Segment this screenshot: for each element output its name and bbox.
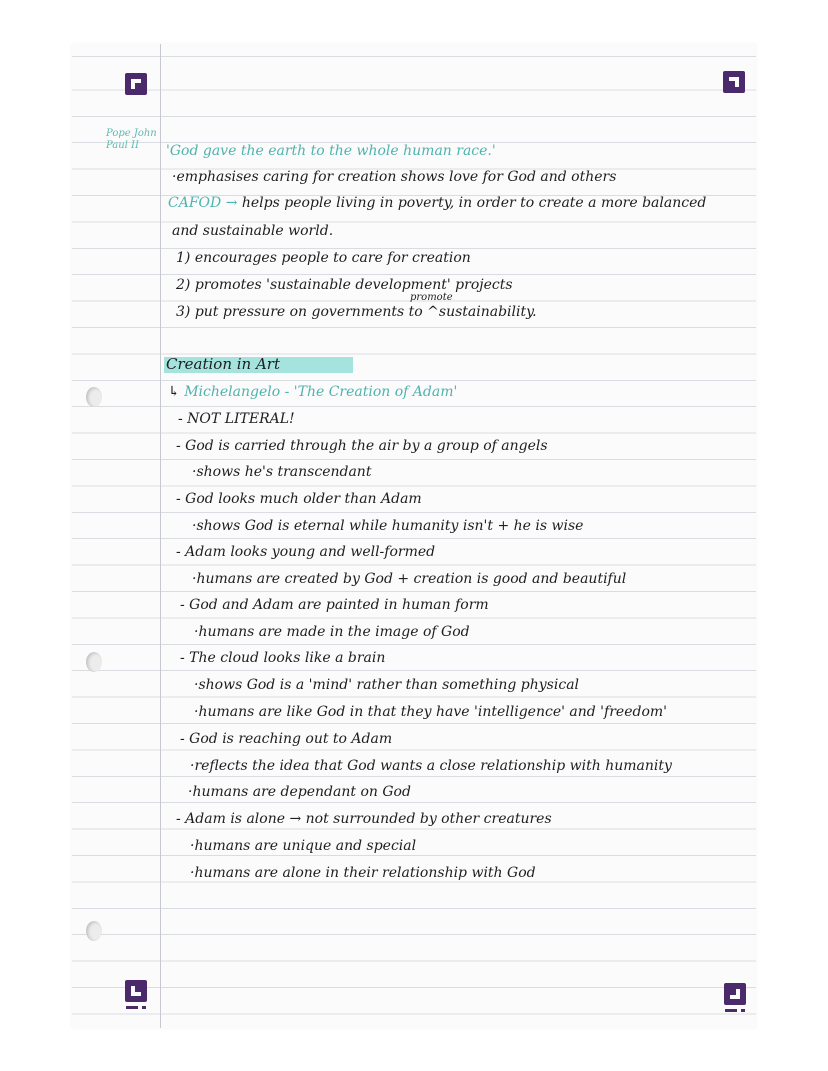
section-heading: Creation in Art	[166, 355, 281, 373]
bullet-sub: ·humans are unique and special	[190, 838, 417, 854]
corner-marker-top-left-icon	[125, 73, 147, 95]
note-line: ·emphasises caring for creation shows love for God and others	[172, 169, 617, 185]
corner-marker-bottom-right-icon	[724, 983, 746, 1005]
quote-line: 'God gave the earth to the whole human race.'	[166, 143, 496, 159]
cafod-label: CAFOD →	[168, 195, 238, 211]
bullet-sub: ·humans are made in the image of God	[194, 624, 470, 640]
punch-hole-middle	[86, 652, 102, 672]
arrow-icon: ↳	[168, 384, 180, 400]
bullet-main: - God looks much older than Adam	[176, 491, 422, 507]
bullet-main: - God is carried through the air by a group of angels	[176, 438, 548, 454]
bullet-sub: ·shows God is a 'mind' rather than something physical	[194, 677, 580, 693]
bullet-main: - NOT LITERAL!	[178, 411, 295, 427]
numbered-item-2: 2) promotes 'sustainable development' projects	[176, 277, 513, 293]
margin-note-line-1: Pope John	[106, 128, 157, 139]
punch-hole-bottom	[86, 921, 102, 941]
bullet-sub: ·humans are dependant on God	[188, 784, 411, 800]
bullet-main: - Adam looks young and well-formed	[176, 544, 436, 560]
cafod-line	[168, 194, 706, 212]
bullet-sub: ·humans are created by God + creation is good and beautiful	[192, 571, 627, 587]
bullet-sub: ·humans are alone in their relationship with God	[190, 865, 536, 881]
bullet-sub: ·reflects the idea that God wants a close relationship with humanity	[190, 758, 672, 774]
bullet-main: - Adam is alone → not surrounded by other creatures	[176, 811, 552, 827]
note-line: and sustainable world.	[172, 223, 334, 239]
artwork-line	[168, 383, 457, 401]
corner-marker-dots-icon	[725, 1009, 745, 1012]
bullet-sub: ·humans are like God in that they have 'intelligence' and 'freedom'	[194, 704, 667, 720]
margin-line	[160, 44, 161, 1028]
bullet-sub: ·shows God is eternal while humanity isn't + he is wise	[192, 518, 584, 534]
corner-marker-top-right-icon	[723, 71, 745, 93]
cafod-text: helps people living in poverty, in order to create a more balanced	[241, 195, 707, 211]
bullet-main: - God and Adam are painted in human form	[180, 597, 489, 613]
punch-hole-top	[86, 387, 102, 407]
corner-marker-dots-icon	[126, 1006, 146, 1009]
numbered-item-3: 3) put pressure on governments to ^sustainability.	[176, 304, 537, 320]
bullet-main: - God is reaching out to Adam	[180, 731, 393, 747]
inserted-word: promote	[410, 292, 453, 303]
bullet-sub: ·shows he's transcendant	[192, 464, 372, 480]
numbered-item-1: 1) encourages people to care for creation	[176, 250, 471, 266]
bullet-main: - The cloud looks like a brain	[180, 650, 386, 666]
corner-marker-bottom-left-icon	[125, 980, 147, 1002]
artwork-title: Michelangelo - 'The Creation of Adam'	[184, 384, 458, 400]
margin-note-line-2: Paul II	[106, 140, 139, 151]
